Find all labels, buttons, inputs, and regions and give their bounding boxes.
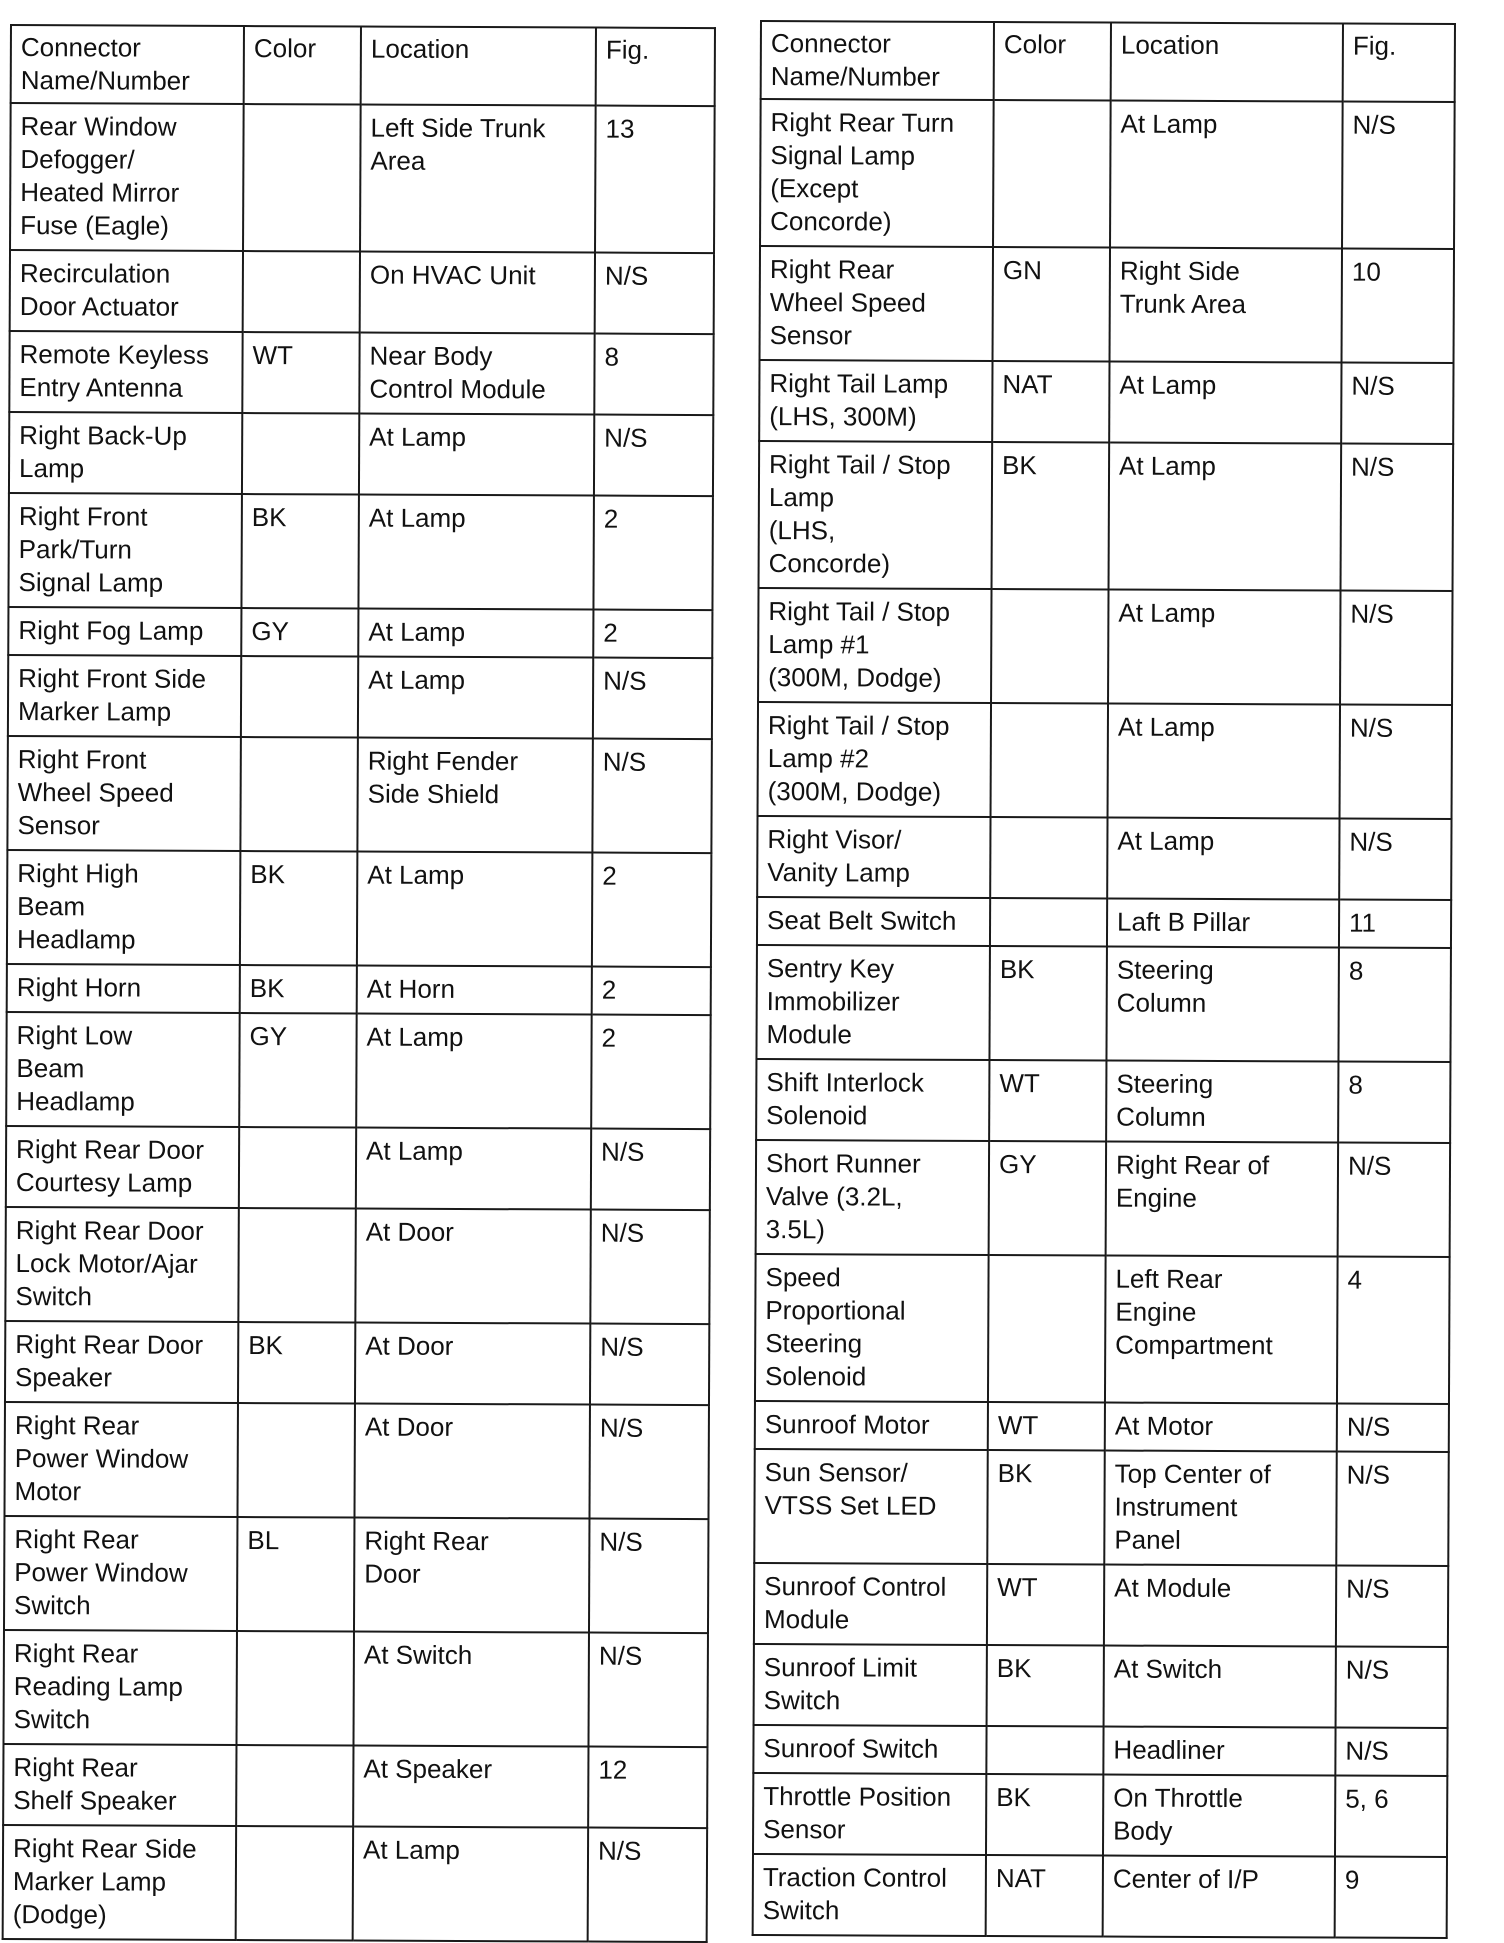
table-row	[760, 246, 1454, 363]
table-row	[754, 1563, 1448, 1647]
cell-color: BK	[241, 494, 358, 609]
cell-fig: 12	[588, 1747, 707, 1829]
cell-color: BK	[238, 1322, 355, 1404]
cell-fig: N/S	[594, 415, 713, 497]
cell-location: At Lamp	[356, 1128, 591, 1210]
cell-location: Steering Column	[1106, 947, 1338, 1062]
cell-location: At Lamp	[1109, 443, 1342, 591]
header-color: Color	[994, 22, 1111, 101]
cell-location: At Lamp	[358, 657, 593, 739]
cell-fig: N/S	[1336, 1647, 1448, 1728]
cell-color: BK	[987, 1645, 1104, 1727]
header-fig: Fig.	[1343, 24, 1455, 102]
cell-connector: Rear Window Defogger/ Heated Mirror Fuse (Eagle)	[10, 103, 244, 251]
cell-connector: Speed Proportional Steering Solenoid	[755, 1254, 989, 1402]
cell-location: At Switch	[353, 1632, 588, 1747]
cell-connector: Right Low Beam Headlamp	[6, 1012, 239, 1127]
cell-fig: N/S	[593, 658, 712, 740]
table-row	[5, 1207, 709, 1324]
cell-connector: Right Horn	[7, 964, 240, 1013]
table-row	[9, 331, 713, 415]
cell-location: Left Rear Engine Compartment	[1105, 1256, 1338, 1404]
cell-color	[990, 817, 1107, 899]
cell-fig: N/S	[588, 1828, 707, 1943]
table-row	[3, 1744, 707, 1828]
cell-location: On Throttle Body	[1103, 1775, 1335, 1857]
table-row	[756, 945, 1450, 1062]
cell-fig: N/S	[1342, 102, 1455, 249]
header-connector: Connector Name/Number	[761, 21, 994, 100]
table-row	[7, 964, 711, 1015]
cell-color: GY	[241, 608, 358, 657]
cell-connector: Right Fog Lamp	[8, 607, 241, 656]
table-row	[760, 99, 1455, 249]
header-row	[11, 25, 715, 106]
cell-connector: Sun Sensor/ VTSS Set LED	[754, 1449, 987, 1564]
cell-connector: Right Rear Reading Lamp Switch	[3, 1630, 236, 1745]
cell-connector: Right Rear Power Window Motor	[4, 1402, 237, 1517]
cell-connector: Right Back-Up Lamp	[9, 412, 242, 494]
cell-color: BK	[986, 1774, 1103, 1856]
cell-connector: Right Rear Turn Signal Lamp (Except Concorde)	[760, 99, 994, 247]
cell-location: Laft B Pillar	[1107, 899, 1339, 948]
cell-fig: N/S	[1340, 705, 1452, 819]
cell-fig: N/S	[1341, 363, 1453, 444]
cell-location: At Door	[355, 1323, 590, 1405]
cell-connector: Traction Control Switch	[753, 1854, 986, 1936]
cell-location: At Lamp	[1107, 818, 1339, 900]
cell-color	[243, 104, 361, 252]
cell-connector: Right Rear Side Marker Lamp (Dodge)	[3, 1825, 236, 1940]
table-row	[759, 441, 1454, 591]
cell-color: GY	[989, 1141, 1106, 1256]
cell-fig: 2	[592, 967, 711, 1016]
cell-connector: Right Tail Lamp (LHS, 300M)	[759, 360, 992, 442]
cell-connector: Right Tail / Stop Lamp #2 (300M, Dodge)	[758, 702, 991, 817]
cell-color: BK	[992, 442, 1110, 590]
cell-fig: N/S	[588, 1633, 707, 1748]
cell-connector: Right Rear Door Courtesy Lamp	[6, 1126, 239, 1208]
cell-fig: N/S	[1337, 1404, 1449, 1452]
cell-color: BK	[989, 946, 1106, 1061]
cell-fig: N/S	[591, 1129, 710, 1211]
cell-color: BK	[240, 851, 357, 966]
cell-connector: Right Rear Door Speaker	[5, 1321, 238, 1403]
cell-fig: 13	[595, 106, 715, 254]
cell-location: Center of I/P	[1103, 1856, 1335, 1938]
cell-fig: N/S	[1336, 1452, 1448, 1566]
cell-color	[988, 1255, 1106, 1403]
table-row	[8, 493, 712, 610]
cell-fig: 4	[1337, 1257, 1450, 1404]
cell-fig: N/S	[1339, 819, 1451, 900]
cell-fig: N/S	[592, 739, 711, 854]
cell-connector: Right High Beam Headlamp	[7, 850, 240, 965]
cell-fig: 9	[1335, 1857, 1447, 1938]
connector-table-right	[752, 20, 1456, 1939]
cell-connector: Right Front Side Marker Lamp	[8, 655, 241, 737]
cell-connector: Shift Interlock Solenoid	[756, 1059, 989, 1141]
table-row	[4, 1516, 708, 1633]
table-row	[753, 1773, 1447, 1857]
table-row	[753, 1725, 1447, 1776]
cell-fig: N/S	[595, 253, 714, 335]
table-row	[3, 1630, 707, 1747]
cell-fig: 11	[1339, 900, 1451, 948]
cell-location: At Lamp	[1110, 101, 1343, 249]
cell-color	[236, 1826, 353, 1941]
cell-color	[236, 1745, 353, 1827]
cell-location: At Switch	[1104, 1646, 1336, 1728]
table-row	[5, 1321, 709, 1405]
header-location: Location	[361, 27, 596, 106]
cell-color: GY	[239, 1013, 356, 1128]
table-row	[8, 655, 712, 739]
cell-connector: Sunroof Limit Switch	[754, 1644, 987, 1726]
cell-connector: Right Rear Shelf Speaker	[3, 1744, 236, 1826]
cell-fig: 5, 6	[1335, 1776, 1447, 1857]
cell-fig: N/S	[589, 1519, 708, 1634]
table-row	[755, 1254, 1450, 1404]
table-row	[7, 850, 711, 967]
cell-color	[237, 1403, 354, 1518]
cell-fig: 8	[1338, 948, 1450, 1062]
cell-connector: Sentry Key Immobilizer Module	[756, 945, 989, 1060]
cell-connector: Short Runner Valve (3.2L, 3.5L)	[756, 1140, 989, 1255]
cell-location: At Lamp	[1108, 590, 1340, 705]
cell-fig: N/S	[1335, 1728, 1447, 1776]
table-row	[10, 103, 715, 253]
header-location: Location	[1111, 23, 1343, 102]
cell-location: Near Body Control Module	[359, 333, 594, 415]
cell-color: WT	[242, 332, 359, 414]
cell-location: Steering Column	[1106, 1061, 1338, 1143]
cell-color	[991, 589, 1108, 704]
cell-color: WT	[988, 1402, 1105, 1451]
cell-fig: N/S	[590, 1324, 709, 1406]
cell-connector: Recirculation Door Actuator	[10, 250, 243, 332]
table-row	[4, 1402, 708, 1519]
cell-color	[243, 251, 360, 333]
cell-fig: N/S	[1340, 591, 1452, 705]
table-row	[6, 1012, 710, 1129]
cell-color: GN	[993, 247, 1110, 362]
table-row	[8, 607, 712, 658]
header-connector: Connector Name/Number	[11, 25, 244, 104]
cell-fig: N/S	[589, 1405, 708, 1520]
cell-color	[991, 703, 1108, 818]
cell-location: At Horn	[357, 966, 592, 1015]
cell-connector: Sunroof Motor	[755, 1401, 988, 1450]
cell-color: WT	[987, 1564, 1104, 1646]
cell-color: NAT	[986, 1855, 1103, 1937]
cell-color	[236, 1631, 353, 1746]
cell-connector: Sunroof Switch	[753, 1725, 986, 1774]
cell-connector: Throttle Position Sensor	[753, 1773, 986, 1855]
table-row	[757, 816, 1451, 900]
cell-location: At Door	[354, 1404, 589, 1519]
cell-color: WT	[989, 1060, 1106, 1142]
cell-location: Right Rear of Engine	[1106, 1142, 1338, 1257]
cell-connector: Right Rear Wheel Speed Sensor	[760, 246, 993, 361]
cell-color: BK	[987, 1450, 1104, 1565]
cell-fig: N/S	[590, 1210, 709, 1325]
cell-connector: Right Front Park/Turn Signal Lamp	[8, 493, 241, 608]
cell-color: BK	[240, 965, 357, 1014]
cell-location: At Lamp	[359, 414, 594, 496]
table-row	[6, 1126, 710, 1210]
connector-table-left	[2, 24, 716, 1943]
cell-fig: 2	[593, 496, 712, 611]
cell-fig: 2	[591, 1015, 710, 1130]
cell-fig: N/S	[1341, 444, 1454, 591]
cell-location: At Lamp	[358, 495, 593, 610]
table-row	[754, 1449, 1448, 1566]
table-row	[755, 1401, 1449, 1452]
cell-connector: Remote Keyless Entry Antenna	[9, 331, 242, 413]
cell-connector: Sunroof Control Module	[754, 1563, 987, 1645]
table-row	[758, 702, 1452, 819]
cell-location: Headliner	[1103, 1727, 1335, 1776]
cell-fig: 8	[594, 334, 713, 416]
table-row	[756, 1059, 1450, 1143]
cell-location: At Lamp	[1109, 362, 1341, 444]
cell-location: At Lamp	[357, 852, 592, 967]
cell-color	[993, 100, 1111, 248]
cell-fig: N/S	[1338, 1143, 1450, 1257]
cell-location: At Lamp	[358, 609, 593, 658]
cell-connector: Right Rear Power Window Switch	[4, 1516, 237, 1631]
table-row	[10, 250, 714, 334]
header-fig: Fig.	[596, 28, 715, 107]
cell-fig: 2	[593, 610, 712, 659]
cell-location: Left Side Trunk Area	[360, 105, 596, 253]
cell-fig: 8	[1338, 1062, 1450, 1143]
table-row	[753, 1854, 1447, 1938]
cell-connector: Right Tail / Stop Lamp #1 (300M, Dodge)	[758, 588, 991, 703]
table-row	[758, 588, 1452, 705]
cell-location: Top Center of Instrument Panel	[1104, 1451, 1336, 1566]
cell-connector: Right Rear Door Lock Motor/Ajar Switch	[5, 1207, 238, 1322]
table-row	[9, 412, 713, 496]
cell-color	[239, 1127, 356, 1209]
cell-location: At Lamp	[353, 1827, 588, 1942]
table-row	[757, 897, 1451, 948]
table-row	[759, 360, 1453, 444]
table-row	[756, 1140, 1450, 1257]
table-row	[754, 1644, 1448, 1728]
cell-color: BL	[237, 1517, 354, 1632]
cell-color	[986, 1726, 1103, 1775]
cell-location: On HVAC Unit	[360, 252, 595, 334]
cell-connector: Right Front Wheel Speed Sensor	[7, 736, 240, 851]
cell-fig: N/S	[1336, 1566, 1448, 1647]
table-row	[3, 1825, 707, 1942]
cell-location: Right Rear Door	[354, 1518, 589, 1633]
cell-connector: Seat Belt Switch	[757, 897, 990, 946]
cell-color	[990, 898, 1107, 947]
cell-fig: 10	[1342, 249, 1454, 363]
cell-location: Right Fender Side Shield	[357, 738, 592, 853]
header-color: Color	[244, 26, 361, 105]
cell-connector: Right Visor/ Vanity Lamp	[757, 816, 990, 898]
cell-fig: 2	[592, 853, 711, 968]
cell-color	[241, 656, 358, 738]
table-row	[7, 736, 711, 853]
cell-location: At Lamp	[356, 1014, 591, 1129]
cell-color	[238, 1208, 355, 1323]
cell-location: At Speaker	[353, 1746, 588, 1828]
cell-color	[242, 413, 359, 495]
cell-connector: Right Tail / Stop Lamp (LHS, Concorde)	[759, 441, 993, 589]
header-row	[761, 21, 1455, 102]
cell-color	[240, 737, 357, 852]
cell-location: At Lamp	[1108, 704, 1340, 819]
cell-location: At Door	[355, 1209, 590, 1324]
cell-location: At Module	[1104, 1565, 1336, 1647]
cell-location: Right Side Trunk Area	[1110, 248, 1342, 363]
cell-location: At Motor	[1105, 1403, 1337, 1452]
cell-color: NAT	[992, 361, 1109, 443]
